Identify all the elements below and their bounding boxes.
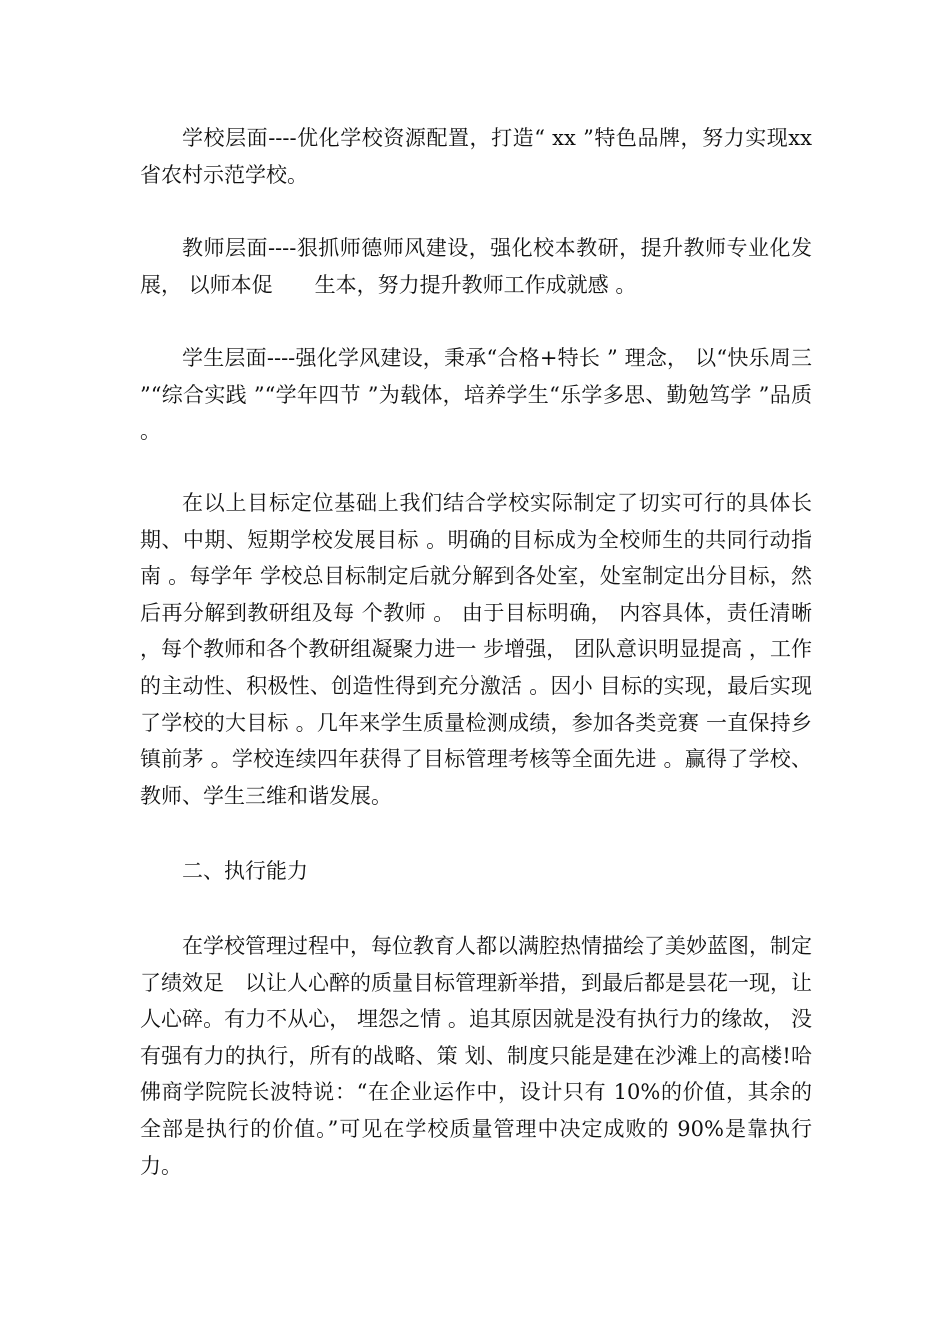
paragraph-teacher-level: 教师层面----狠抓师德师风建设，强化校本教研，提升教师专业化发展， 以师本促 生本，努力提升教师工作成就感 。	[140, 236, 812, 297]
paragraph-goal-implementation: 在以上目标定位基础上我们结合学校实际制定了切实可行的具体长期、中期、短期学校发展目标 。明确的目标成为全校师生的共同行动指南 。每学年 学校总目标制定后就分解到各处室，处室制定出分目标，然后再分解到教研组及每 个教师 。 由于目标明确， 内容具体，责任清晰 ，每个教师和各个教研组凝聚力进一 步增强， 团队意识明显提高 ，工作的主动性、积极性、创造性得到充分激活 。因小 目标的实现，最后实现了学校的大目标 。几年来学生质量检测成绩，参加各类竞赛 一直保持乡镇前茅 。学校连续四年获得了目标管理考核等全面先进 。赢得了学校、教师、学生三维和谐发展。	[140, 491, 812, 808]
paragraph-school-level: 学校层面----优化学校资源配置，打造“ xx ”特色品牌，努力实现xx省农村示范学校。	[140, 126, 812, 187]
paragraph-execution-ability: 在学校管理过程中，每位教育人都以满腔热情描绘了美妙蓝图，制定了绩效足 以让人心醉的质量目标管理新举措，到最后都是昙花一现，让人心碎。有力不从心， 埋怨之情 。追其原因就是没有执行力的缘故， 没有强有力的执行，所有的战略、策 划、制度只能是建在沙滩上的高楼!哈佛商学院院长波特说：“在企业运作中，设计只有 10%的价值，其余的全部是执行的价值。”可见在学校质量管理中决定成败的 90%是靠执行力。	[140, 934, 812, 1178]
section-heading-execution: 二、执行能力	[182, 859, 308, 883]
paragraph-student-level: 学生层面----强化学风建设，秉承“合格+特长 ” 理念， 以“快乐周三 ”“综合实践 ”“学年四节 ”为载体，培养学生“乐学多思、勤勉笃学 ”品质 。	[140, 346, 812, 444]
